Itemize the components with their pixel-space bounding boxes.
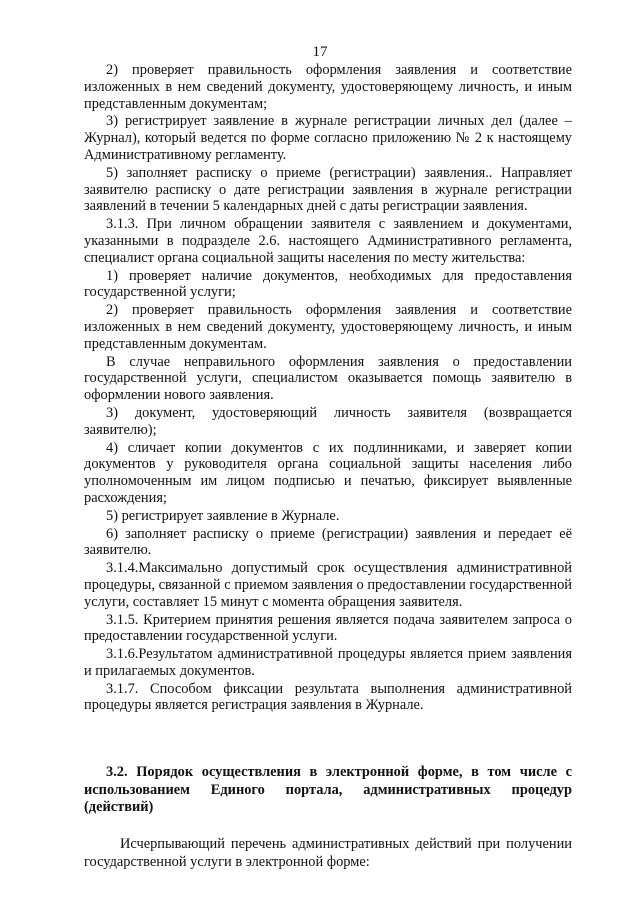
paragraph: 3.1.7. Способом фиксации результата выполнения административной процедуры является регистрация заявления в Журнале. — [84, 680, 572, 714]
paragraph: 5) заполняет расписку о приеме (регистрации) заявления.. Направляет заявителю расписку о дате регистрации заявления в журнале регистрации заявлений в течении 5 календарных дней с даты регистрации заявления. — [84, 164, 572, 215]
document-body — [84, 62, 572, 715]
paragraph: 5) регистрирует заявление в Журнале. — [106, 507, 340, 524]
paragraph: 3.1.5. Критерием принятия решения является подача заявителем запроса о предоставлении государственной услуги. — [84, 611, 572, 645]
paragraph: 3) документ, удостоверяющий личность заявителя (возвращается заявителю); — [84, 404, 572, 438]
paragraph: 3.1.4.Максимально допустимый срок осуществления административной процедуры, связанной с приемом заявления о предоставлении государственной услуги, составляет 15 минут с момента обращения заявителя. — [84, 560, 572, 610]
paragraph: 4) сличает копии документов с их подлинниками, и заверяет копии документов у руководителя органа социальной защиты населения либо уполномоченным им лицом подписью и печатью, фиксирует выявленные расхождения; — [84, 439, 572, 506]
paragraph: 3) регистрирует заявление в журнале регистрации личных дел (далее – Журнал), который ведется по форме согласно приложению № 2 к настоящему Административному регламенту. — [84, 113, 572, 163]
paragraph: 2) проверяет правильность оформления заявления и соответствие изложенных в нем сведений документу, удостоверяющему личность, и иным представленным документам; — [84, 62, 572, 112]
paragraph: 6) заполняет расписку о приеме (регистрации) заявления и передает её заявителю. — [84, 525, 572, 559]
paragraph: 1) проверяет наличие документов, необходимых для предоставления государственной услуги; — [84, 267, 572, 301]
section-heading: 3.2. Порядок осуществления в электронной форме, в том числе с использованием Единого портала, административных процедур (действий) — [84, 764, 572, 815]
paragraph: 2) проверяет правильность оформления заявления и соответствие изложенных в нем сведений документу, удостоверяющему личность, и иным представленным документам. — [84, 302, 572, 352]
paragraph: В случае неправильного оформления заявления о предоставлении государственной услуги, специалистом оказывается помощь заявителю в оформлении нового заявления. — [84, 353, 572, 404]
page-number: 17 — [312, 44, 328, 60]
paragraph-intro: Исчерпывающий перечень административных действий при получении государственной услуги в электронной форме: — [84, 836, 572, 870]
paragraph: 3.1.6.Результатом административной процедуры является прием заявления и прилагаемых документов. — [84, 646, 572, 679]
paragraph: 3.1.3. При личном обращении заявителя с заявлением и документами, указанными в подразделе 2.6. настоящего Административного регламента, специалист органа социальной защиты населения по месту жительства: — [84, 216, 572, 266]
